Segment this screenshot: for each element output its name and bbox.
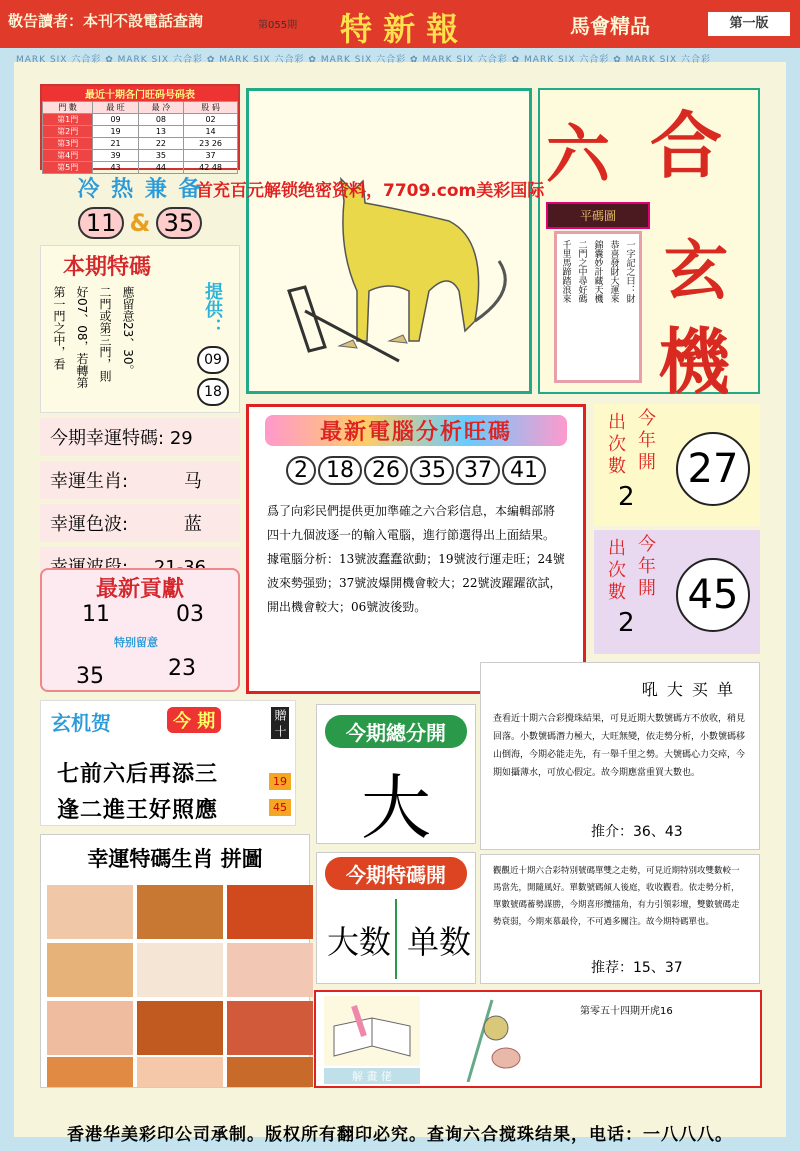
promo-banner[interactable]: 首充百元解锁绝密资料，7709.com美彩国际 [196, 181, 545, 201]
puzzle-tile [47, 1057, 133, 1087]
big-character: 玄 [664, 235, 728, 309]
cold-number: 35 [156, 207, 203, 239]
monkey-icon [456, 998, 526, 1082]
special-number: 18 [197, 378, 229, 406]
liuhe-xuanji-block [538, 88, 760, 404]
contribution-number: 11 [82, 602, 110, 627]
special-note: 特别留意 [114, 636, 158, 649]
table-title: 最近十期各门旺码号码表 [42, 86, 238, 101]
contribution-number: 23 [168, 656, 196, 681]
lucky-number: 27 [676, 432, 750, 506]
special-line: 第一門之中，看 [52, 286, 66, 370]
computer-analysis-box [246, 404, 586, 694]
special-code-section [40, 245, 240, 413]
roar-title: 吼 大 买 单 [641, 680, 735, 699]
lower-text-box [480, 854, 760, 984]
puzzle-tile [227, 1057, 313, 1087]
puzzle-title: 幸運特碼生肖 拼圖 [87, 847, 263, 871]
list-item: 今期幸運特碼: 29 [40, 418, 240, 456]
footer-notice: 香港华美彩印公司承制。版权所有翻印必究。查询六合搅珠结果，电话：一八八八。 [67, 1125, 733, 1145]
special-line: 好07、08，若轉第 [75, 286, 89, 389]
puzzle-tile [47, 943, 133, 997]
cat-drawing-icon [249, 91, 529, 391]
hot-cold-title: 冷 热 兼 备 [77, 177, 203, 202]
big-character: 合 [650, 104, 723, 188]
scroll-title: 平碼圖 [546, 202, 650, 229]
roar-recommend: 推介：36、43 [591, 824, 683, 840]
count-box-1: 出 次 數 今 年 開 2 27 [594, 404, 760, 526]
riddle-label: 第零五十四期开虎16 [580, 1006, 673, 1017]
scroll-verse: 二門之中尋好碼 [576, 240, 587, 303]
table-row: 第4門 39 35 37 [43, 150, 238, 162]
table-header: 股 码 [184, 102, 238, 114]
special-line: 二門或第三門，則 [98, 286, 112, 382]
gift-label: 贈 十 [273, 709, 287, 737]
hot-number: 11 [78, 207, 125, 239]
xuanji-tag: 今 期 [167, 707, 221, 733]
puzzle-tile [47, 885, 133, 939]
xuanji-line: 七前六后再添三 [57, 762, 219, 787]
list-item: 幸運生肖: 马 [40, 461, 240, 499]
analysis-number: 35 [410, 456, 454, 485]
table-row: 第2門 19 13 14 [43, 126, 238, 138]
list-item: 幸運色波: 蓝 [40, 504, 240, 542]
book-hand-icon [324, 996, 420, 1066]
big-character: 六 [546, 119, 610, 193]
xuanji-box [40, 700, 296, 826]
luck-list [40, 418, 240, 590]
tema-value: 大数 [327, 923, 392, 961]
edition-label: 第一版 [708, 12, 790, 36]
puzzle-tile [137, 885, 223, 939]
analysis-number: 41 [502, 456, 546, 485]
scroll-verse: 一字記之曰：財 [624, 240, 635, 303]
analysis-number: 2 [286, 456, 316, 485]
puzzle-tile [137, 1001, 223, 1055]
count-box-2: 出 次 數 今 年 開 2 45 [594, 530, 760, 654]
special-title: 本期特碼 [63, 255, 152, 280]
zodiac-puzzle [40, 834, 310, 1088]
big-character: 機 [658, 320, 731, 404]
appearance-count: 2 [618, 482, 635, 512]
provide-label: 提供： [202, 282, 223, 336]
scroll-verse: 千里馬蹄踏浪來 [560, 240, 571, 303]
xuanji-title: 玄机贺 [51, 711, 111, 735]
special-line: 應留意23、30。 [121, 286, 135, 377]
newspaper-title: 特 新 報 [340, 10, 459, 48]
tema-value: 单数 [407, 923, 472, 961]
tema-title: 今期特碼開 [325, 857, 467, 890]
xuanji-line: 逢二進王好照應 [57, 798, 219, 823]
issue-number: 第055期 [258, 20, 298, 31]
brand-label: 馬會精品 [570, 14, 650, 38]
scroll-verse: 錦囊妙計藏天機 [592, 240, 603, 303]
scroll [546, 202, 650, 390]
appearance-count: 2 [618, 608, 635, 638]
roar-box [480, 662, 760, 850]
analysis-number: 26 [364, 456, 408, 485]
table-row: 第5門 43 44 42 48 [43, 162, 238, 174]
contribution-number: 03 [176, 602, 204, 627]
header-bar [0, 0, 800, 48]
puzzle-tile [227, 885, 313, 939]
riddle-illustration [246, 88, 532, 394]
hot-numbers-table [40, 84, 240, 170]
frame-top-text: MARK SIX 六合彩 ✿ MARK SIX 六合彩 ✿ MARK SIX 六合彩 ✿ MARK SIX 六合彩 ✿ MARK SIX 六合彩 ✿ MARK SIX 六合彩 ✿ MARK SIX 六合彩 [16, 55, 711, 65]
puzzle-tile [137, 1057, 223, 1087]
gift-number: 45 [269, 799, 291, 816]
puzzle-tile [227, 943, 313, 997]
lower-recommend: 推荐：15、37 [591, 960, 683, 976]
lower-text: 觀觀近十期六合彩特別號碼單雙之走勢，可見近期特別攻雙數較一馬當先，開隨風好。單數號碼傾人後庭，收收觀看。依走勢分析，單數號碼蓄勢謀勝，今期喜形攬擂角，有力引領彩壇，雙數號碼走勢衰弱，今期來慕最伶，不可過多關注。故今期特碼單也。 [493, 866, 740, 927]
roar-text: 查看近十期六合彩攪珠結果，可見近期大數號碼方不放收，稍見回落。小數號碼潛力極大，大旺無變，依走勢分析，小數號碼移山倒海，今期必能走先，有一舉千里之勢。大號碼心力交瘁，今期如攝薄水，可放心假定。故今期應當重買大數也。 [493, 714, 746, 778]
total-box [316, 704, 476, 849]
total-title: 今期總分開 [325, 715, 467, 748]
contribution-number: 35 [76, 664, 104, 689]
puzzle-tile [227, 1001, 313, 1055]
puzzle-tile [47, 1001, 133, 1055]
analysis-text: 爲了向彩民們提供更加準確之六合彩信息，本編輯部將四十九個波逐一的輸入電腦，進行節選得出上面結果。據電腦分析：13號波蠢蠢欲動；19號波行運走旺；24號波來勢强勁；37號波爆開機會較大；22號波躍躍欲試，開出機會較大；06號波後勁。 [267, 504, 565, 614]
analysis-number: 37 [456, 456, 500, 485]
contribution-box [40, 568, 240, 692]
table-row: 第3門 21 22 23 26 [43, 138, 238, 150]
puzzle-tile [137, 943, 223, 997]
total-value: 大 [361, 767, 431, 849]
scroll-verse: 恭喜發財大運來 [608, 240, 619, 303]
table-row: 第1門 09 08 02 [43, 114, 238, 126]
reader-notice: 敬告讀者：本刊不設電話查詢 [8, 12, 204, 30]
contribution-title: 最新貢獻 [95, 577, 184, 602]
gift-number: 19 [269, 773, 291, 790]
tema-box [316, 852, 476, 984]
divider [395, 899, 397, 979]
analysis-number: 18 [318, 456, 362, 485]
riddle-caption: 解 畫 佬 [324, 1068, 420, 1084]
ampersand: & [129, 209, 151, 237]
special-number: 09 [197, 346, 229, 374]
lucky-number: 45 [676, 558, 750, 632]
riddle-box [314, 990, 762, 1088]
table-header: 最 旺 [93, 102, 138, 114]
table-header: 門 數 [43, 102, 93, 114]
table-header: 最 冷 [138, 102, 183, 114]
analysis-title: 最新電腦分析旺碼 [265, 415, 567, 446]
